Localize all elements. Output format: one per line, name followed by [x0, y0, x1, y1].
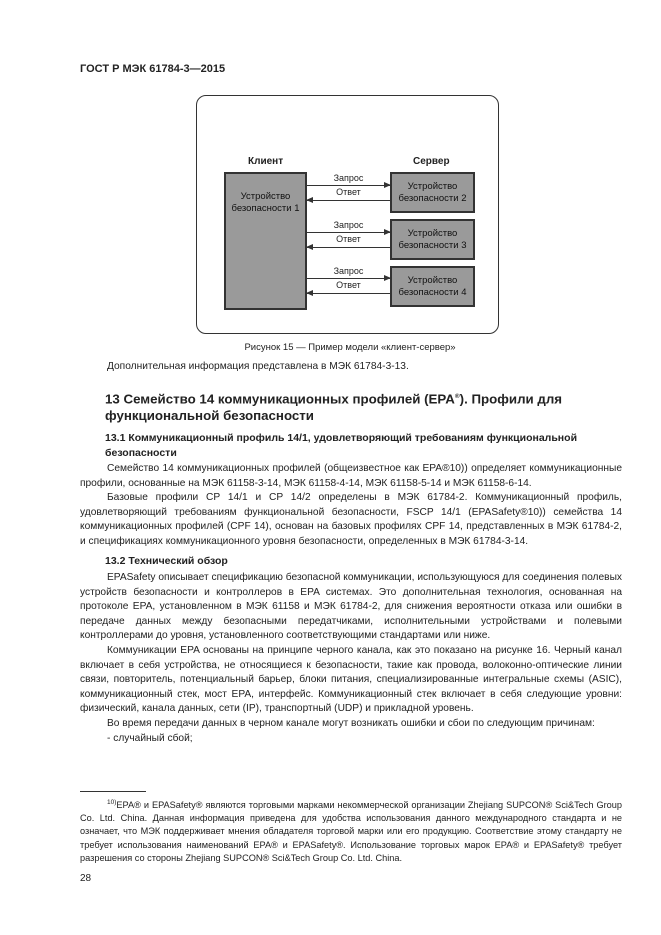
server-device-box: Устройство безопасности 2 — [390, 172, 475, 213]
server-label: Сервер — [413, 156, 450, 167]
response-label: Ответ — [336, 187, 361, 197]
paragraph: EPASafety описывает спецификацию безопасной коммуникации, использующуюся для соединения полевых устройств безопасности и контроллеров в EPA системах. Это дополнительная технология, основанная на протоколе EPA, установленном в МЭК 61158 и МЭК 61784-2, для снижения вероятности отказа или ошибки в передаче данных между безопасными передатчиками, исполнительными устройствами и полевыми контроллерами до уровня, установленного соответствующими стандартами или ниже. — [80, 572, 622, 642]
paragraph: Семейство 14 коммуникационных профилей (общеизвестное как EPA®10)) определяет коммуникационные профили, основанные на МЭК 61158-3-14, МЭК 61158-4-14, МЭК 61158-5-14 и МЭК 61158-6-14. — [80, 463, 622, 489]
response-arrow — [307, 200, 390, 201]
paragraph: Базовые профили CP 14/1 и CP 14/2 определены в МЭК 61784-2. Коммуникационный профиль, удовлетворяющий требованиям функциональной безопасности, FSCP 14/1 (EPASafety®10)) семейства 14 коммуникационных профилей (CPF 14), основан на базовых профилях CPF 14, представленных в МЭК 61784-2, и спецификациях коммуникационного уровня безопасности, определенных в МЭК 61784-3-14. — [80, 492, 622, 547]
footnote-separator — [80, 791, 146, 792]
server-device-box: Устройство безопасности 3 — [390, 219, 475, 260]
request-arrow — [307, 232, 390, 233]
footnote — [80, 796, 622, 865]
request-label: Запрос — [333, 266, 364, 276]
paragraph: Коммуникации EPA основаны на принципе черного канала, как это показано на рисунке 16. Черный канал включает в себя устройства, не относящиеся к безопасности, такие как провода, волоконно-оптические линии связи, повторитель, потенциальный барьер, блоки питания, специализированные интегральные схемы (ASIC), коммуникационный стек, мост EPA, интерфейс. Коммуникационный стек включает в себя следующие уровни: физический, канала данных, сети (IP), транспортный (UDP) и прикладной уровень. — [80, 644, 622, 715]
client-device-box: Устройство безопасности 1 — [224, 172, 307, 310]
figure-caption: Рисунок 15 — Пример модели «клиент-сервер» — [244, 342, 456, 353]
response-label: Ответ — [336, 234, 361, 244]
footnote-text: EPA® и EPASafety® являются торговыми марками некоммерческой организации Zhejiang SUPCON® Sci&Tech Group Co. Ltd. China. Данная информация приведена для удобства использования данного международного стандарта и не означает, что МЭК поддерживает мнения обладателя торговой марки или его продукцию. Соответствие этому стандарту не требует использования наименований EPA® и EPASafety®. Использование торговых марок EPA® и EPASafety® требует разрешения со стороны Zhejiang SUPCON® Sci&Tech Group Co. Ltd. China. — [80, 800, 622, 863]
client-label: Клиент — [248, 156, 284, 167]
section-13-1-heading: 13.1 Коммуникационный профиль 14/1, удовлетворяющий требованиям функциональной безопасности — [105, 432, 578, 459]
document-header: ГОСТ Р МЭК 61784-3—2015 — [80, 63, 226, 75]
list-item: - случайный сбой; — [107, 732, 193, 744]
response-arrow — [307, 293, 390, 294]
response-label: Ответ — [336, 280, 361, 290]
paragraph: Во время передачи данных в черном канале могут возникать ошибки и сбои по следующим причинам: — [107, 717, 595, 729]
section-13-2-heading: 13.2 Технический обзор — [105, 555, 228, 567]
server-device-box: Устройство безопасности 4 — [390, 266, 475, 307]
intro-line: Дополнительная информация представлена в МЭК 61784-3-13. — [107, 361, 409, 372]
section-13-2-body — [80, 571, 622, 746]
section-13-heading: 13 Семейство 14 коммуникационных профилей (EPA®). Профили для функциональной безопасности — [105, 391, 563, 424]
page-number: 28 — [80, 873, 92, 884]
request-label: Запрос — [333, 173, 364, 183]
request-arrow — [307, 278, 390, 279]
footnote-mark: 10) — [107, 799, 117, 806]
request-arrow — [307, 185, 390, 186]
response-arrow — [307, 247, 390, 248]
request-label: Запрос — [333, 220, 364, 230]
section-13-1-body — [80, 462, 622, 550]
